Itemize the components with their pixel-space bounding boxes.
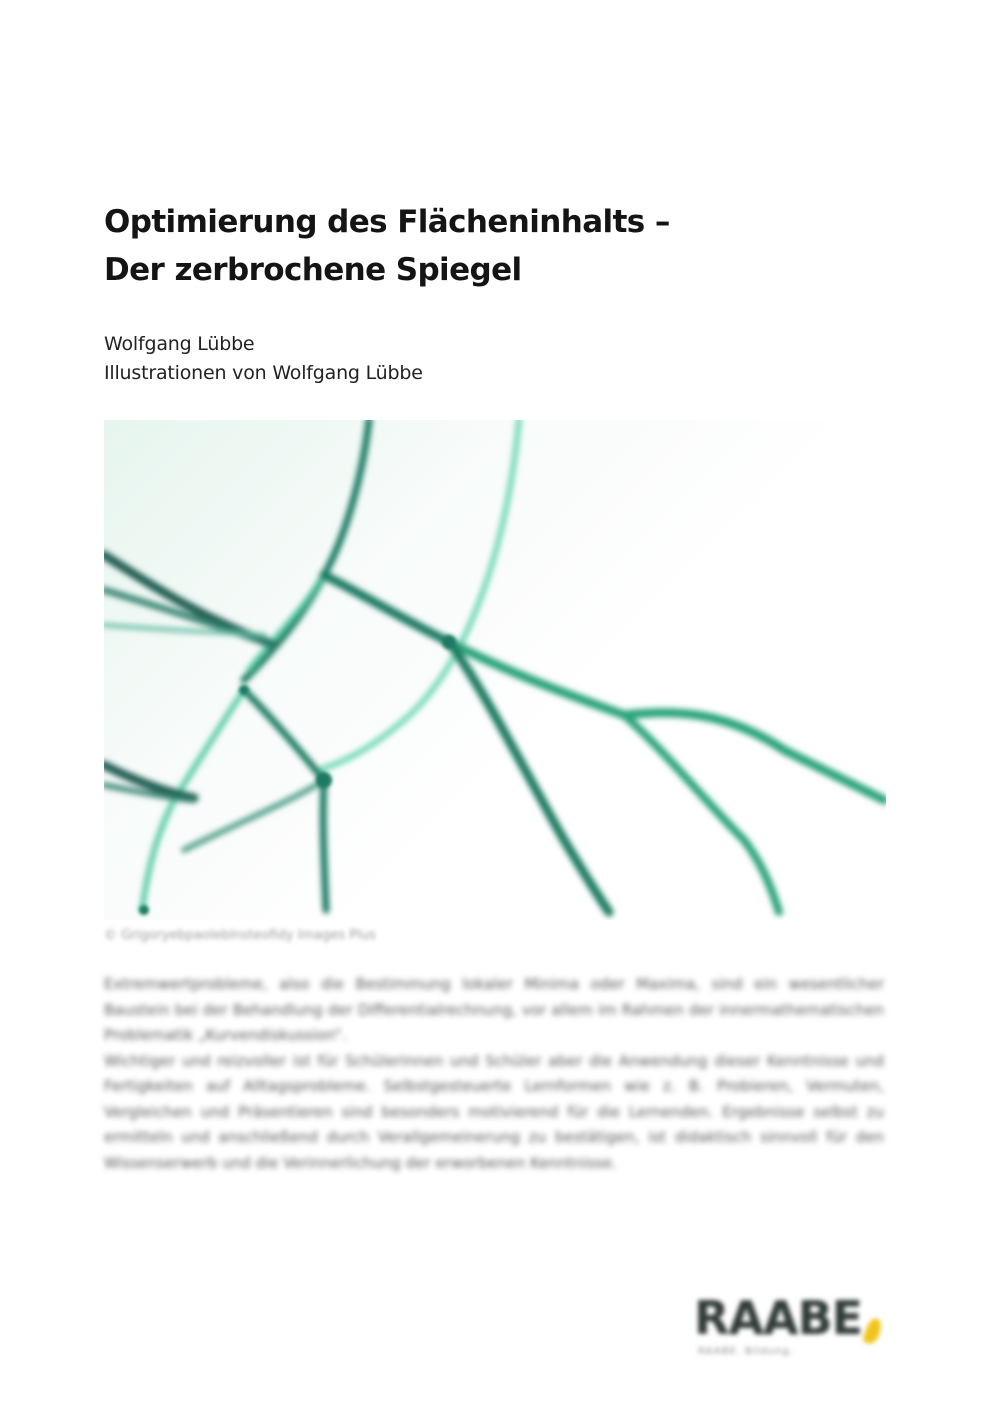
title-line-2: Der zerbrochene Spiegel [104,252,522,288]
title-line-1: Optimierung des Flächeninhalts – [104,204,670,240]
intro-text [104,972,884,1176]
image-credit: © Grigoryebpaoleblnsteofidy Images Plus [104,928,376,943]
document-title [104,198,670,294]
logo-wordmark: RAABE [694,1291,863,1345]
broken-mirror-cracks-illustration [104,420,886,920]
logo-tagline: RAABE. Bildung. [698,1346,795,1357]
intro-paragraph-1: Extremwertprobleme, also die Bestimmung lokaler Minima oder Maxima, sind ein wesentlicher Baustein bei der Behandlung der Differentialrechnung, vor allem im Rahmen der innermathematischen Problematik „Kurvendiskussion“. [104,975,884,1044]
logo-comma-icon [862,1316,883,1345]
illustrator-credit: Illustrationen von Wolfgang Lübbe [104,362,423,384]
byline [104,330,423,388]
author-name: Wolfgang Lübbe [104,333,255,355]
intro-paragraph-2: Wichtiger und reizvoller ist für Schülerinnen und Schüler aber die Anwendung dieser Kenntnisse und Fertigkeiten auf Alltagsprobleme. Selbstgesteuerte Lernformen wie z. B. Probieren, Vermuten, Vergleichen und Präsentieren sind besonders motivierend für die Lernenden. Ergebnisse selbst zu ermitteln und anschließend durch Verallgemeinerung zu bestätigen, ist didaktisch sinnvoll für den Wissenserwerb und die Verinnerlichung der erworbenen Kenntnisse. [104,1051,884,1172]
cover-image [104,420,886,920]
raabe-logo [694,1292,894,1372]
